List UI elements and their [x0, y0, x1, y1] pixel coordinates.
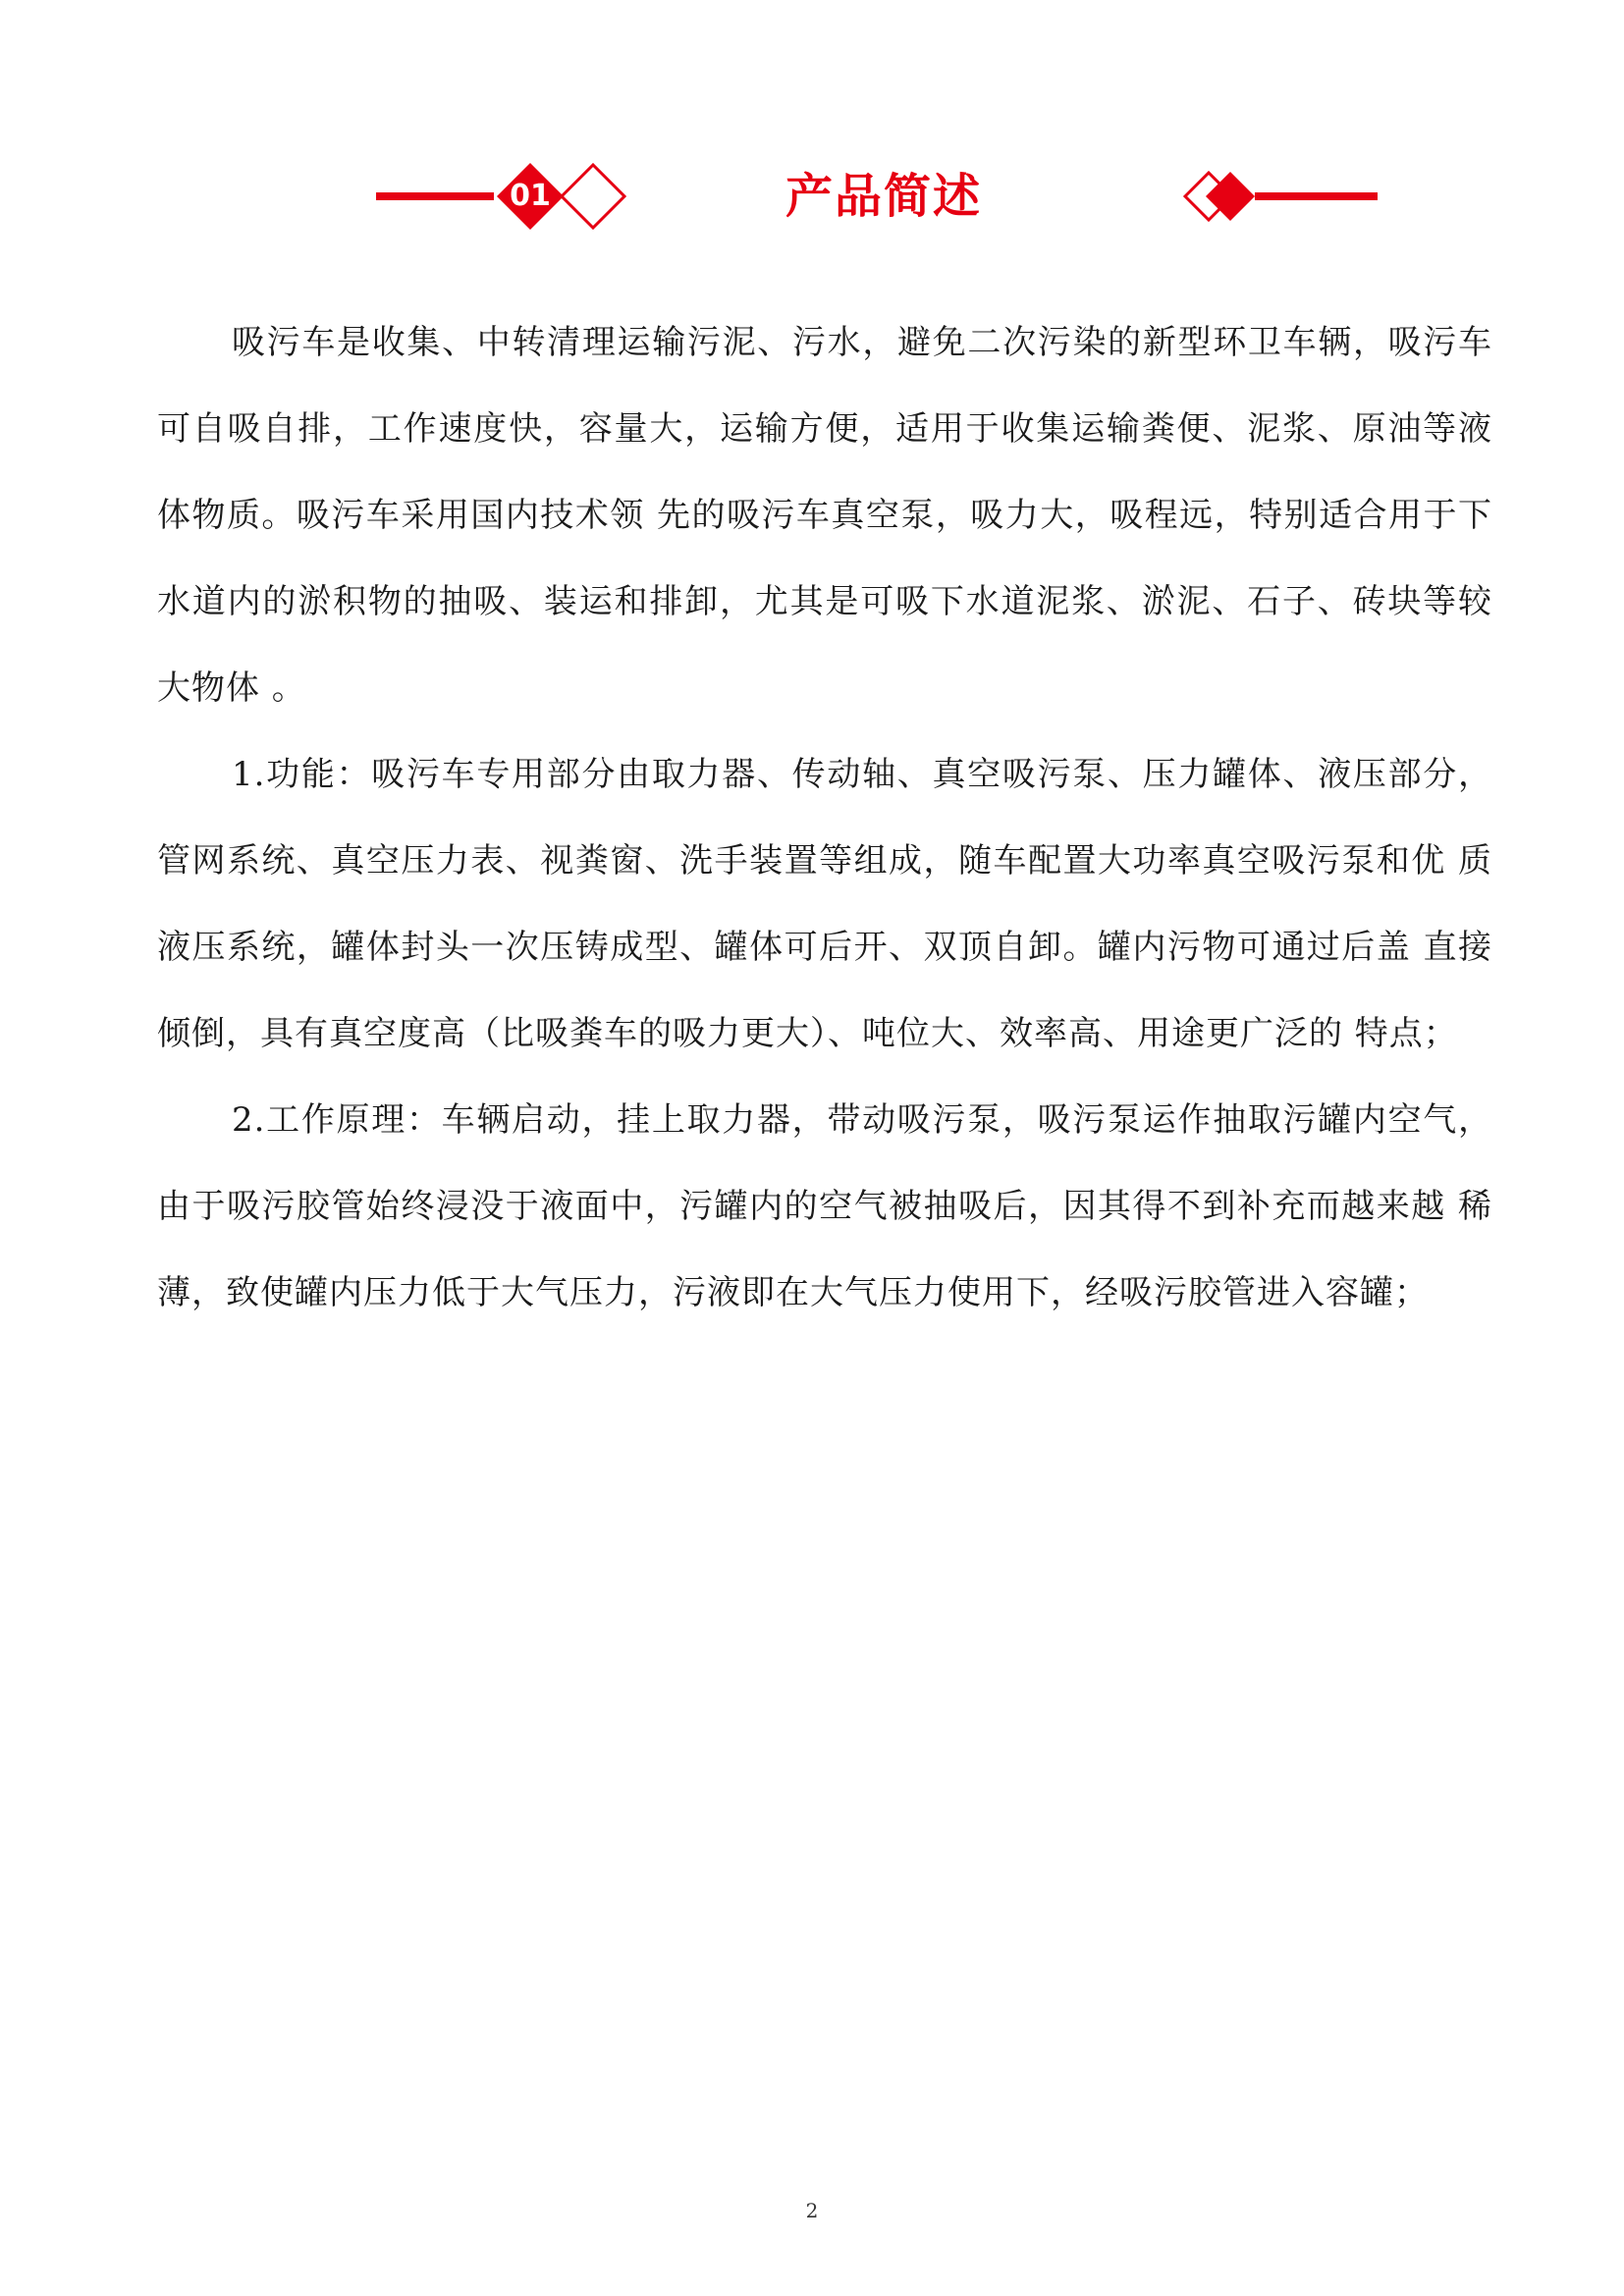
paragraph-principle: 2.工作原理：车辆启动，挂上取力器，带动吸污泵，吸污泵运作抽取污罐内空气， 由于吸污胶管始终浸没于液面中，污罐内的空气被抽吸后，因其得不到补充而越来越 稀薄，致使罐内压力低于大气压力，污液即在大气压力使用下，经吸污胶管进入容罐； — [157, 1100, 1492, 1312]
double-diamond-icon — [1185, 172, 1378, 221]
section-number: 01 — [510, 179, 551, 213]
paragraph-intro: 吸污车是收集、中转清理运输污泥、污水，避免二次污染的新型环卫车辆，吸污车可自吸自排，工作速度快，容量大，运输方便，适用于收集运输粪便、泥浆、原油等液体物质。吸污车采用国内技术领 先的吸污车真空泵，吸力大，吸程远，特别适合用于下水道内的淤积物的抽吸、装运和排卸，尤其是可吸下水道泥浆、淤泥、石子、砖块等较大物体 。 — [157, 323, 1492, 708]
document-body — [157, 299, 1492, 1336]
section-header — [0, 147, 1624, 245]
page-title: 产品简述 — [785, 169, 982, 224]
page-number: 2 — [805, 2199, 819, 2222]
paragraph-function: 1.功能：吸污车专用部分由取力器、传动轴、真空吸污泵、压力罐体、液压部分， 管网系统、真空压力表、视粪窗、洗手装置等组成，随车配置大功率真空吸污泵和优 质液压系统，罐体封头一次压铸成型、罐体可后开、双顶自卸。罐内污物可通过后盖 直接倾倒，具有真空度高（比吸粪车的吸力更大）、吨位大、效率高、用途更广泛的 特点； — [157, 755, 1492, 1053]
